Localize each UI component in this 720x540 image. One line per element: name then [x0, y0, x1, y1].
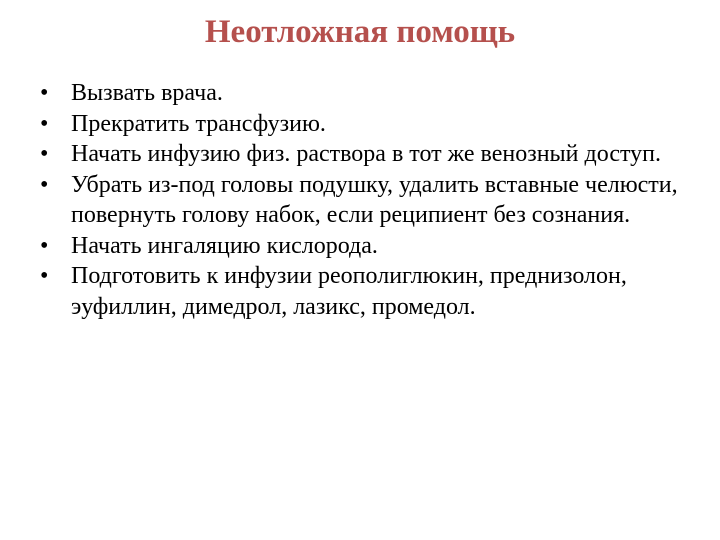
bullet-text: Убрать из-под головы подушку, удалить вставные челюсти, повернуть голову набок, если реципиент без сознания.: [71, 171, 678, 228]
bullet-marker: •: [40, 110, 49, 137]
bullet-text: Подготовить к инфузии реополиглюкин, преднизолон, эуфиллин, димедрол, лазикс, промедол.: [71, 263, 627, 320]
bullet-text: Прекратить трансфузию.: [71, 110, 326, 137]
bullet-marker: •: [40, 171, 49, 198]
bullet-item: [40, 261, 690, 322]
slide-title: Неотложная помощь: [204, 14, 516, 50]
bullet-text: Вызвать врача.: [71, 80, 223, 106]
bullet-item: [40, 109, 690, 140]
bullet-marker: •: [40, 80, 49, 106]
bullet-marker: •: [40, 141, 49, 167]
bullet-text: Начать инфузию физ. раствора в тот же венозный доступ.: [71, 141, 661, 167]
bullet-item: [40, 170, 690, 231]
bullet-text: Начать ингаляцию кислорода.: [71, 232, 378, 259]
bullet-marker: •: [40, 263, 49, 289]
bullet-marker: •: [40, 232, 49, 259]
bullet-item: [40, 78, 690, 109]
bullet-item: [40, 231, 690, 262]
bullet-item: [40, 139, 690, 170]
bullet-list: [40, 78, 690, 322]
